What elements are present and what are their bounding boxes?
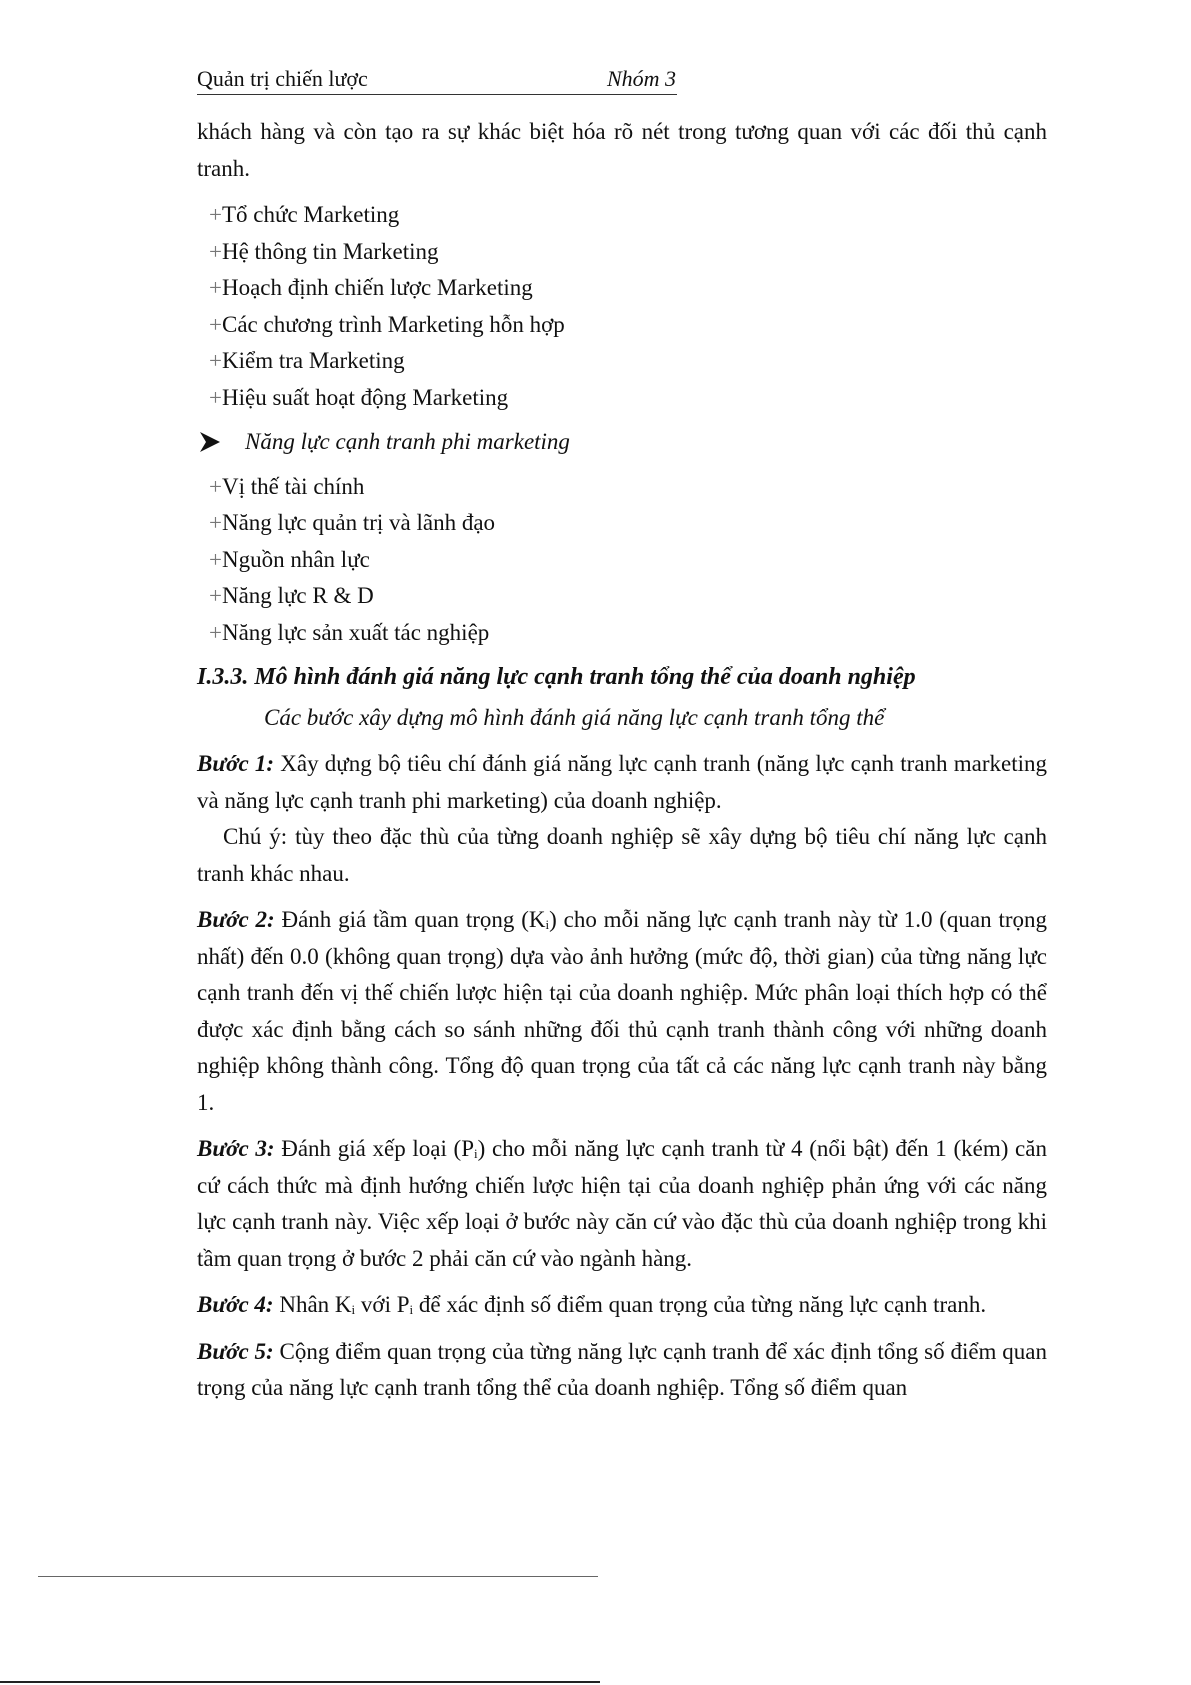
list-item: +Kiểm tra Marketing (209, 348, 405, 373)
intro-paragraph: khách hàng và còn tạo ra sự khác biệt hóa rõ nét trong tương quan với các đối thủ cạnh tranh. (197, 119, 1047, 181)
list-item: +Nguồn nhân lực (209, 546, 370, 572)
list-item: +Năng lực quản trị và lãnh đạo (209, 510, 496, 535)
step-2-paragraph: Bước 2: Đánh giá tầm quan trọng $(K_i)$ cho mỗi năng lực cạnh tranh này từ 1.0 (quan trọng nhất) đến 0.0 (không quan trọng) dựa vào ảnh hưởng (mức độ, thời gian) của từng năng lực cạnh tranh đến vị thế chiến lược hiện tại của doanh nghiệp. Mức phân loại thích hợp có thể được xác định bằng cách so sánh những đối thủ cạnh tranh thành công với những doanh nghiệp không thành công. Tổng độ quan trọng của tất cả các năng lực cạnh tranh này bằng 1. (197, 907, 1048, 1115)
list-item: +Năng lực sản xuất tác nghiệp (209, 619, 490, 645)
note-paragraph: Chú ý: tùy theo đặc thù của từng doanh nghiệp sẽ xây dựng bộ tiêu chí năng lực cạnh tranh khác nhau. (197, 824, 1047, 886)
step-4-label: Bước 4: (197, 1292, 274, 1317)
bottom-divider (0, 1681, 600, 1683)
step-1-paragraph: Bước 1: Xây dựng bộ tiêu chí đánh giá năng lực cạnh tranh (năng lực cạnh tranh marketing và năng lực cạnh tranh phi marketing) của doanh nghiệp. (197, 751, 1047, 813)
step-3-paragraph: Bước 3: Đánh giá xếp loại $(P_i)$ cho mỗi năng lực cạnh tranh từ 4 (nổi bật) đến 1 (kém) căn cứ cách thức mà định hướng chiến lược hiện tại của doanh nghiệp phản ứng với các năng lực cạnh tranh này. Việc xếp loại ở bước này căn cứ vào đặc thù của doanh nghiệp trong khi tầm quan trọng ở bước 2 phải căn cứ vào ngành hàng. (197, 1136, 1047, 1271)
page-header (197, 64, 677, 95)
step-5-paragraph: Bước 5: Cộng điểm quan trọng của từng năng lực cạnh tranh để xác định tổng số điểm quan trọng của năng lực cạnh tranh tổng thể của doanh nghiệp. Tổng số điểm quan (197, 1338, 1047, 1400)
list-item: +Hiệu suất hoạt động Marketing (209, 384, 509, 410)
non-marketing-list (197, 469, 1047, 652)
sub-heading: Các bước xây dựng mô hình đánh giá năng lực cạnh tranh tổng thể (264, 704, 885, 730)
list-item: +Vị thế tài chính (209, 473, 365, 499)
step-5-label: Bước 5: (197, 1338, 274, 1364)
section-heading: I.3.3. Mô hình đánh giá năng lực cạnh tranh tổng thể của doanh nghiệp (197, 664, 916, 690)
step-2-label: Bước 2: (197, 907, 275, 932)
arrow-bullet-icon (197, 429, 223, 455)
footer-divider (38, 1576, 598, 1577)
step-1-label: Bước 1: (197, 751, 275, 776)
course-title: Quản trị chiến lược (197, 66, 368, 91)
list-item: +Hoạch định chiến lược Marketing (209, 275, 533, 300)
list-item: +Hệ thông tin Marketing (209, 238, 439, 264)
list-item: +Các chương trình Marketing hỗn hợp (209, 311, 565, 337)
group-name: Nhóm 3 (607, 66, 677, 91)
list-item: +Tổ chức Marketing (209, 202, 400, 227)
document-body (197, 114, 1047, 1407)
step-3-label: Bước 3: (197, 1136, 275, 1161)
list-item: +Năng lực R & D (209, 583, 374, 608)
marketing-list (197, 197, 1047, 416)
non-marketing-heading: Năng lực cạnh tranh phi marketing (197, 424, 1047, 461)
step-4-paragraph: Bước 4: Nhân $K_i$ với $P_i$ để xác định số điểm quan trọng của từng năng lực cạnh tranh. (197, 1292, 987, 1317)
